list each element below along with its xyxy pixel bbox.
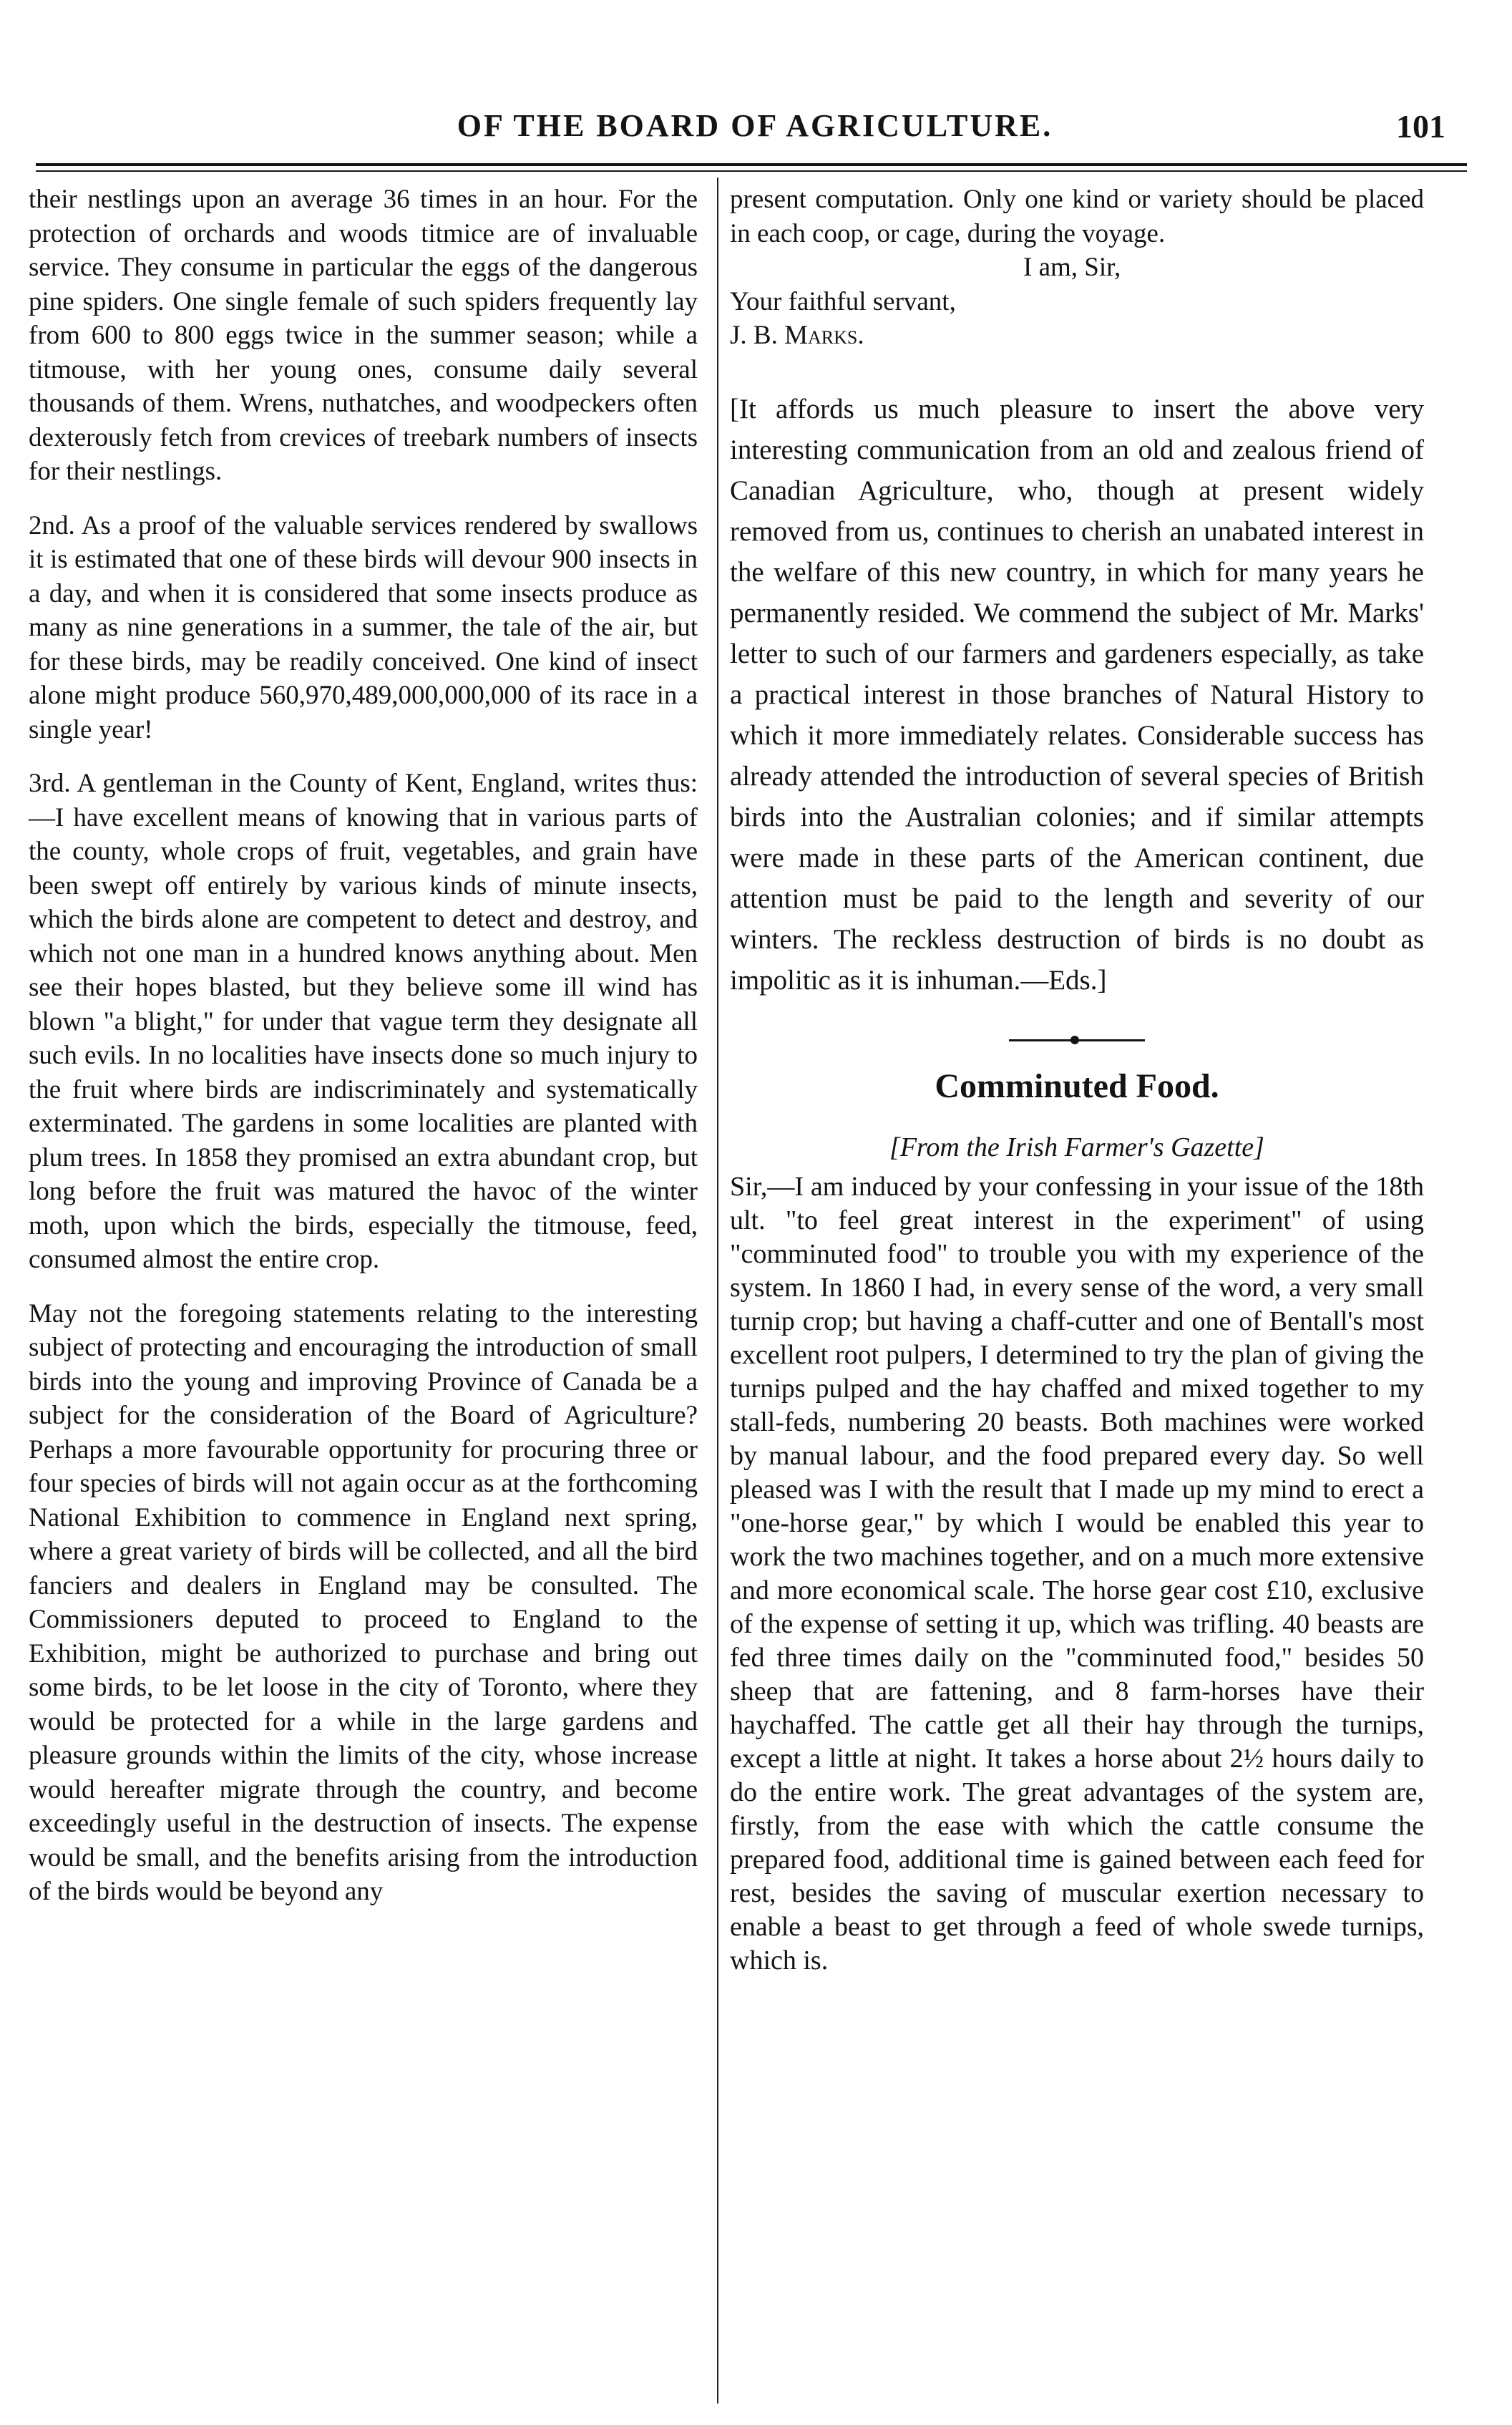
page-number: 101 — [1396, 108, 1445, 145]
letter-signature — [730, 319, 1424, 353]
article-body: Sir,—I am induced by your confessing in your issue of the 18th ult. "to feel great interest in the experiment" of using "comminuted food" to trouble you with my experience of the system. In 1860 I had, in every sense of the word, a very small turnip crop; but having a chaff-cutter and one of Bentall's most excellent root pulpers, I determined to try the plan of giving the turnips pulped and the hay chaffed and mixed together to my stall-feds, numbering 20 beasts. Both machines were worked by manual labour, and the food prepared every day. So well pleased was I with the result that I made up my mind to erect a "one-horse gear," by which I would be enabled this year to work the two machines together, and on a much more extensive and more economical scale. The horse gear cost £10, exclusive of the expense of setting it up, which was trifling. 40 beasts are fed three times daily on the "comminuted food," besides 50 sheep that are fattening, and 8 farm-horses have their haychaffed. The cattle get all their hay through the turnips, except a little at night. It takes a horse about 2½ hours daily to do the entire work. The great advantages of the system are, firstly, from the ease with which the cattle consume the prepared food, additional time is gained between each feed for rest, besides the saving of muscular exertion necessary to enable a beast to get through a feed of whole swede turnips, which is. — [730, 1171, 1424, 1976]
letter-ending — [730, 183, 1424, 353]
letter-text: present computation. Only one kind or variety should be placed in each coop, or cage, during the voyage. — [730, 185, 1424, 248]
article-title: Comminuted Food. — [935, 1066, 1219, 1105]
paragraph: 2nd. As a proof of the valuable services rendered by swallows it is estimated that one of these birds will devour 900 insects in a day, and when it is considered that some insects produce as many as nine generations in a summer, the tale of the air, but for these birds, may be readily conceived. One kind of insect alone might produce 560,970,489,000,000,000 of its race in a single year! — [29, 510, 698, 744]
running-title: OF THE BOARD OF AGRICULTURE. — [457, 108, 1053, 143]
divider-dot — [1070, 1036, 1079, 1044]
letter-closing: I am, Sir, — [1023, 253, 1121, 282]
article-source: [From the Irish Farmer's Gazette] — [889, 1132, 1264, 1162]
letter-closing-servant: Your faithful servant, — [730, 286, 956, 316]
right-column — [730, 183, 1424, 1978]
article — [730, 1066, 1424, 1978]
section-divider — [1009, 1035, 1145, 1045]
editor-note: [It affords us much pleasure to insert the above very interesting communication from an old and zealous friend of Canadian Agriculture, who, though at present widely removed from us, continues to cherish an unabated interest in the welfare of this new country, in which for many years he permanently resided. We commend the subject of Mr. Marks' letter to such of our farmers and gardeners especially, as take a practical interest in those branches of Natural History to which it more immediately relates. Considerable success has already attended the introduction of several species of British birds into the Australian colonies; and if similar attempts were made in these parts of the American continent, due attention must be paid to the length and severity of our winters. The reckless destruction of birds is no doubt as impolitic as it is inhuman.—Eds.] — [730, 393, 1424, 996]
header-rule — [36, 163, 1467, 166]
header-rule-thin — [36, 170, 1467, 172]
column-divider — [717, 178, 718, 2404]
page-header — [36, 107, 1474, 157]
paragraph: May not the foregoing statements relating to the interesting subject of protecting and encouraging the introduction of small birds into the young and improving Province of Canada be a subject for the consideration of the Board of Agriculture? Perhaps a more favourable opportunity for procuring three or four species of birds will not again occur as at the forthcoming National Exhibition to commence in England next spring, where a great variety of birds will be collected, and all the bird fanciers and dealers in England may be consulted. The Commissioners deputed to proceed to England to the Exhibition, might be authorized to purchase and bring out some birds, to be let loose in the city of Toronto, where they would be protected for a while in the large gardens and pleasure grounds within the limits of the city, whose increase would hereafter migrate through the country, and become exceedingly useful in the destruction of insects. The expense would be small, and the benefits arising from the introduction of the birds would be beyond any — [29, 1298, 698, 1906]
left-column — [29, 183, 698, 1909]
signature-name: J. B. Marks. — [730, 321, 864, 350]
paragraph: their nestlings upon an average 36 times in an hour. For the protection of orchards and woods titmice are of invaluable service. They consume in particular the eggs of the dangerous pine spiders. One single female of such spiders frequently lay from 600 to 800 eggs twice in the summer season; while a titmouse, with her young ones, consume daily several thousands of them. Wrens, nuthatches, and woodpeckers often dexterously fetch from crevices of treebark numbers of insects for their nestlings. — [29, 185, 698, 486]
paragraph: 3rd. A gentleman in the County of Kent, England, writes thus:—I have excellent means of knowing that in various parts of the county, whole crops of fruit, vegetables, and grain have been swept off entirely by various kinds of minute insects, which the birds alone are competent to detect and destroy, and which not one man in a hundred knows anything about. Men see their hopes blasted, but they believe some ill wind has blown "a blight," for under that vague term they designate all such evils. In no localities have insects done so much injury to the fruit where birds are indiscriminately and systematically exterminated. The gardens in some localities are planted with plum trees. In 1858 they promised an extra abundant crop, but long before the fruit was matured the havoc of the winter moth, upon which the birds, especially the titmouse, feed, consumed almost the entire crop. — [29, 769, 698, 1274]
